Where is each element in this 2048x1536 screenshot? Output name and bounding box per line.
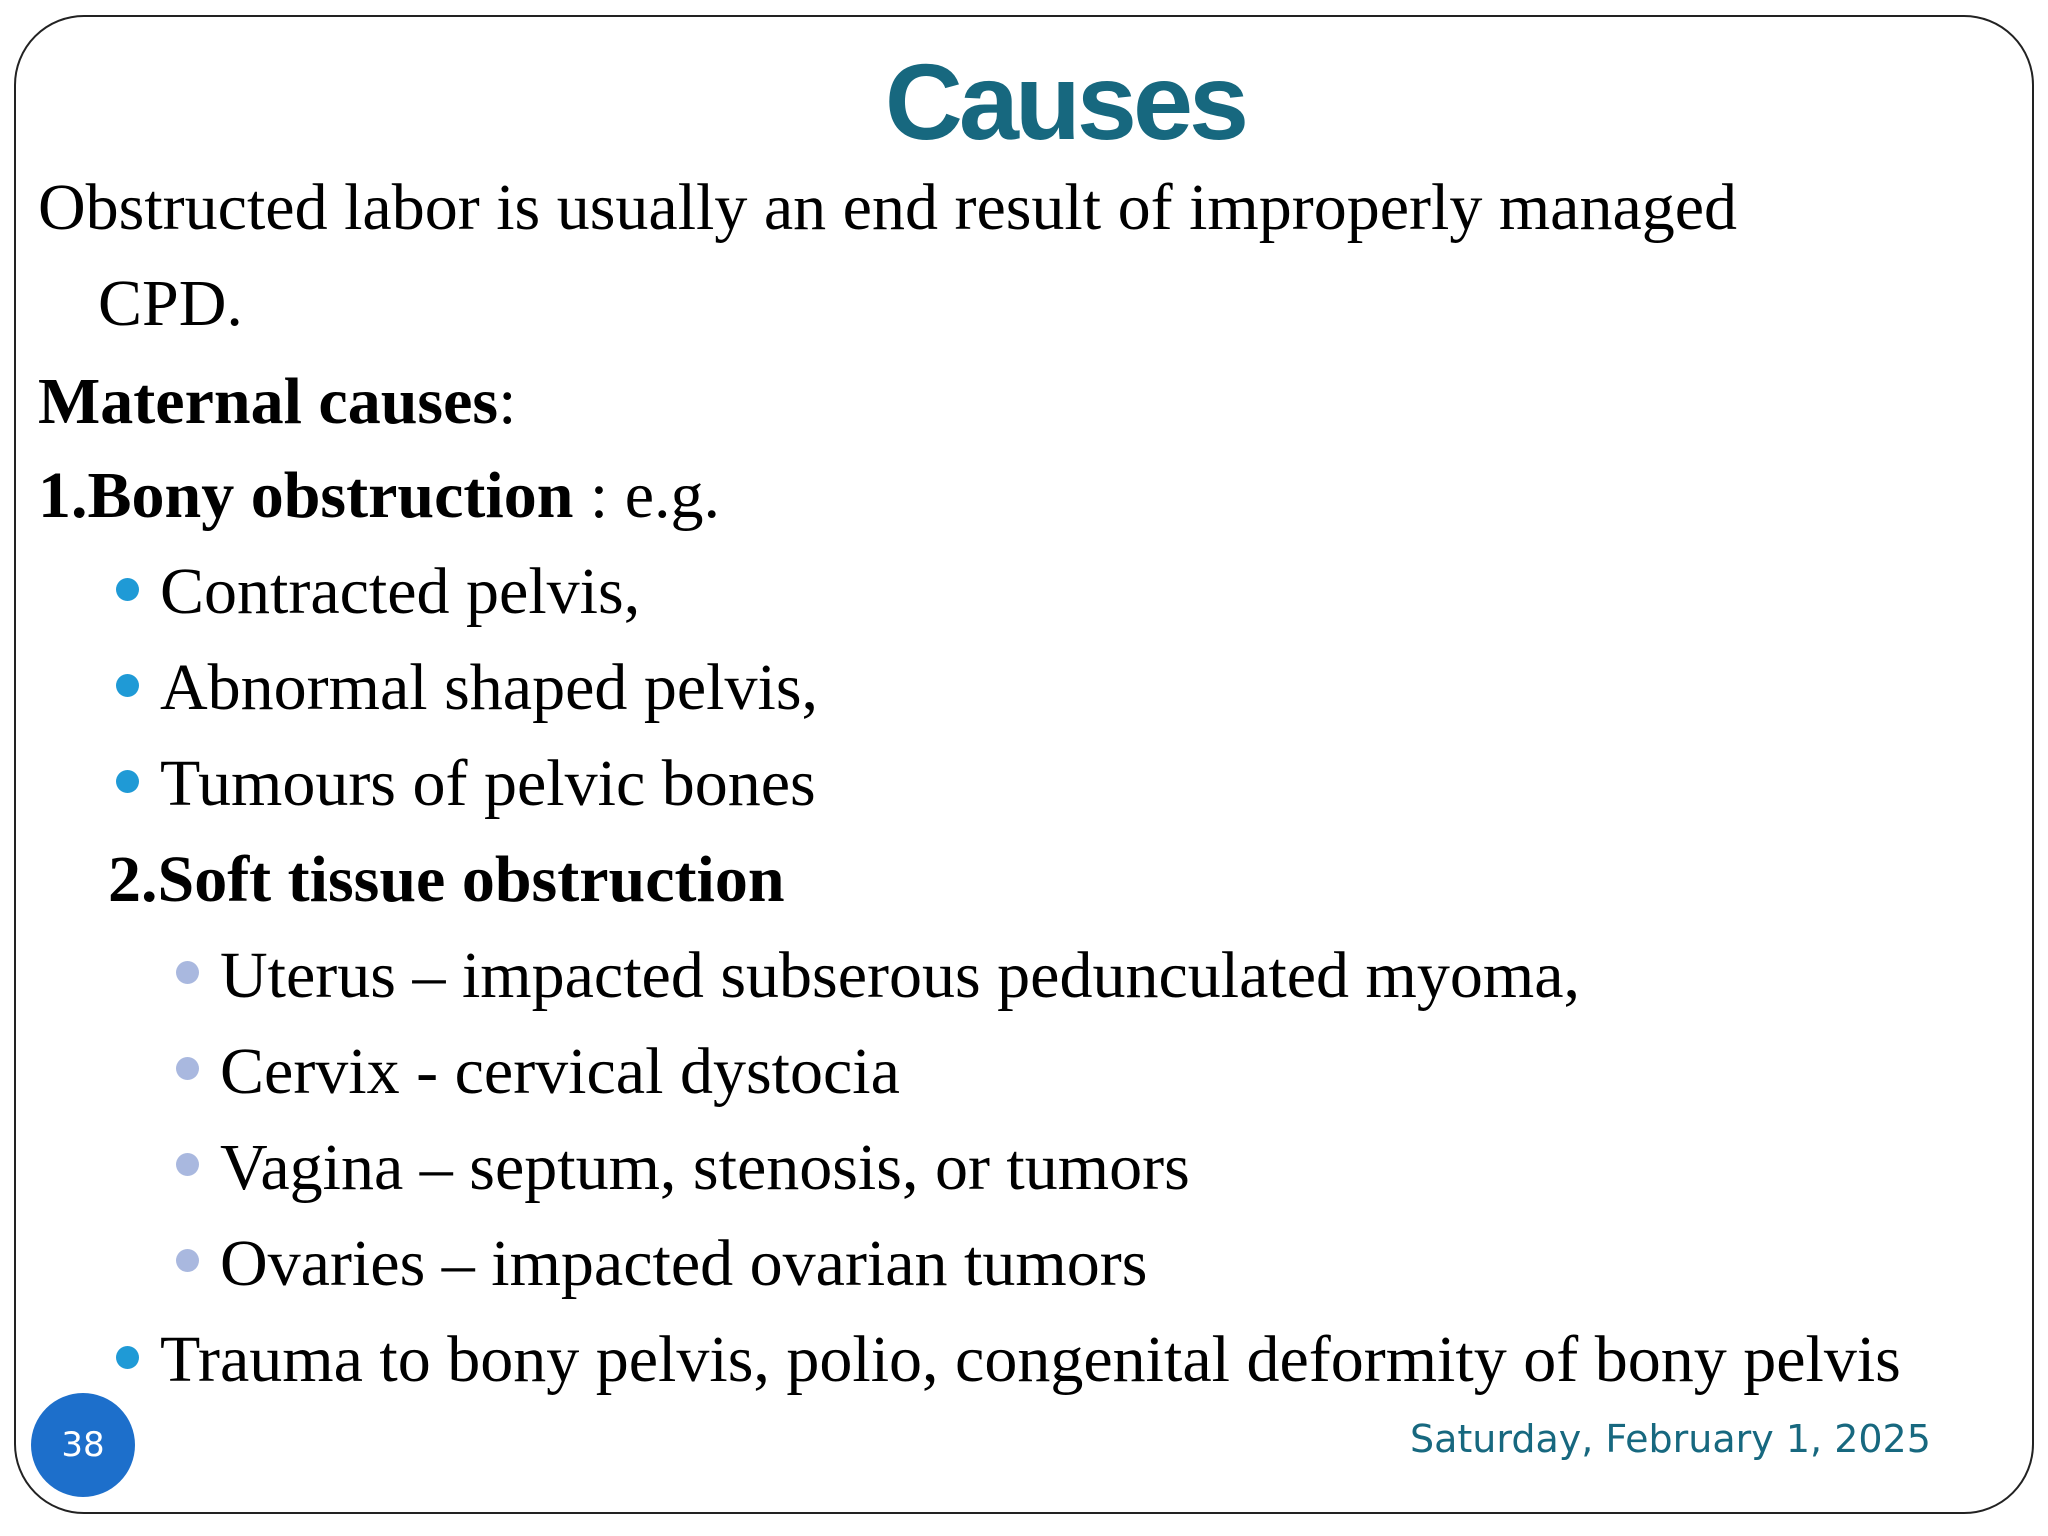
bony-obstruction-label: 1.Bony obstruction xyxy=(38,459,574,532)
trauma-item: Trauma to bony pelvis, polio, congenital deformity of bony pelvis xyxy=(160,1323,1901,1396)
slide-title: Causes xyxy=(884,41,1246,162)
sub-bullet-icon xyxy=(176,1153,199,1176)
soft-tissue-item-1: Uterus – impacted subserous pedunculated myoma, xyxy=(220,939,1580,1012)
bony-item-1: Contracted pelvis, xyxy=(160,555,641,628)
bony-obstruction-heading xyxy=(38,456,720,536)
bullet-icon xyxy=(116,674,139,697)
sub-bullet-icon xyxy=(176,1249,199,1272)
bullet-icon xyxy=(116,1346,139,1369)
bullet-icon xyxy=(116,770,139,793)
bony-obstruction-suffix: : e.g. xyxy=(573,459,721,532)
soft-tissue-item-3: Vagina – septum, stenosis, or tumors xyxy=(220,1131,1190,1204)
maternal-causes-label: Maternal causes xyxy=(38,365,499,438)
soft-tissue-item-4: Ovaries – impacted ovarian tumors xyxy=(220,1227,1148,1300)
bony-item-2: Abnormal shaped pelvis, xyxy=(160,651,819,724)
slide-date: Saturday, February 1, 2025 xyxy=(1410,1417,1931,1461)
bony-item-3: Tumours of pelvic bones xyxy=(160,747,816,820)
bullet-icon xyxy=(116,578,139,601)
maternal-causes-colon: : xyxy=(498,365,517,438)
intro-text-line-2: CPD. xyxy=(98,267,243,340)
sub-bullet-icon xyxy=(176,961,199,984)
intro-text-line-1: Obstructed labor is usually an end result of improperly managed xyxy=(38,171,1738,244)
sub-bullet-icon xyxy=(176,1057,199,1080)
slide-number-badge: 38 xyxy=(31,1393,135,1497)
soft-tissue-item-2: Cervix - cervical dystocia xyxy=(220,1035,900,1108)
maternal-causes-heading xyxy=(38,362,516,442)
soft-tissue-heading: 2.Soft tissue obstruction xyxy=(108,843,785,916)
